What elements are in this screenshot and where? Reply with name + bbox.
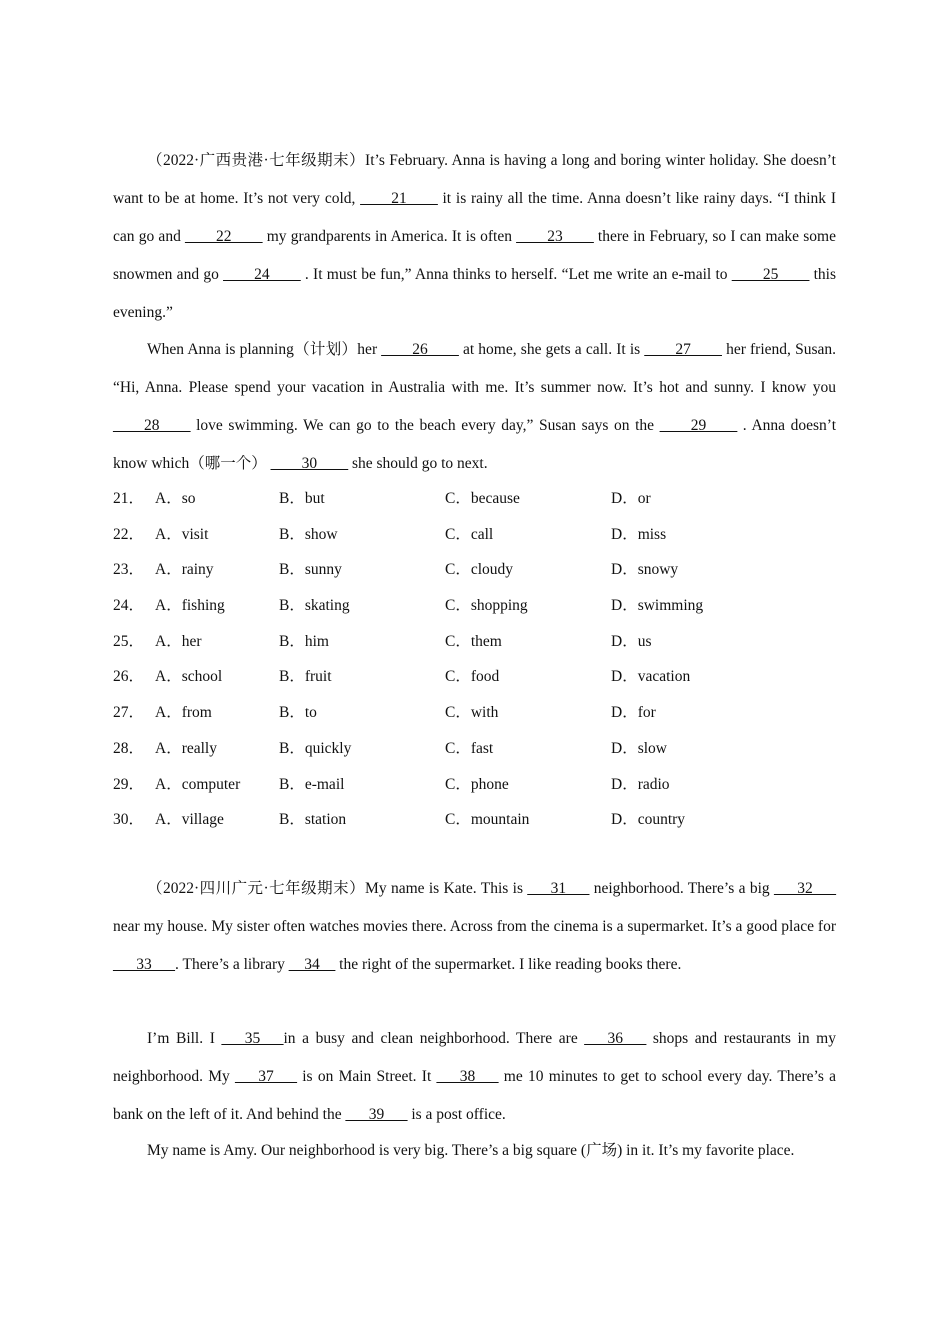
answer-blank: ____21____ xyxy=(360,190,438,207)
passage-text: near my house. My sister often watches movies there. Across from the cinema is a supermarket. It’s a good place for xyxy=(113,918,836,935)
option-c: C．call xyxy=(445,525,494,543)
option-b: B．show xyxy=(279,525,338,543)
passage-text: shops and restaurants in my neighborhood. My xyxy=(113,1030,836,1085)
question-row xyxy=(113,769,836,805)
question-number: 27． xyxy=(113,704,145,722)
answer-blank: ___36___ xyxy=(584,1030,647,1047)
option-c: C．food xyxy=(445,668,500,686)
answer-blank: ____26____ xyxy=(381,341,459,358)
passage-text: . Anna doesn’t know which（哪一个） xyxy=(113,417,836,472)
option-c: C．cloudy xyxy=(445,561,514,579)
option-b: B．skating xyxy=(279,597,350,615)
answer-blank: ___37___ xyxy=(235,1068,297,1085)
option-b: B．but xyxy=(279,490,325,507)
passage2-paragraph2 xyxy=(113,1020,836,1134)
passage-text: the right of the supermarket. I like reading books there. xyxy=(335,956,682,973)
option-c: C．phone xyxy=(445,775,509,793)
answer-blank: ____30____ xyxy=(270,455,349,472)
question-row xyxy=(113,626,836,662)
option-c: C．shopping xyxy=(445,597,528,615)
question-number: 21． xyxy=(113,490,145,507)
option-c: C．with xyxy=(445,704,499,722)
question-number: 24． xyxy=(113,597,145,615)
passage-text: is a post office. xyxy=(407,1106,506,1123)
option-b: B．e-mail xyxy=(279,775,345,793)
passage2-paragraph1 xyxy=(113,870,836,984)
question-row xyxy=(113,661,836,697)
option-c: C．mountain xyxy=(445,811,530,829)
answer-blank: ____23____ xyxy=(516,228,594,245)
answer-blank: ___38___ xyxy=(436,1068,499,1085)
passage-text: is on Main Street. It xyxy=(297,1068,437,1085)
option-d: D．snowy xyxy=(611,561,679,579)
question-number: 30． xyxy=(113,811,145,829)
passage1-paragraph1 xyxy=(113,142,836,332)
passage2-paragraph3 xyxy=(113,1132,836,1170)
option-d: D．swimming xyxy=(611,597,704,615)
option-b: B．quickly xyxy=(279,739,352,757)
option-a: A．rainy xyxy=(155,561,214,579)
option-a: A．from xyxy=(155,704,212,722)
option-c: C．because xyxy=(445,490,520,507)
question-number: 23． xyxy=(113,561,145,579)
option-c: C．them xyxy=(445,632,502,650)
passage-text: My name is Amy. Our neighborhood is very big. There’s a big square (广场) in it. It’s my favorite place. xyxy=(147,1142,795,1159)
answer-blank: ___39___ xyxy=(345,1106,408,1123)
passage-text: it is rainy all the time. Anna doesn’t like rainy days. “I think I can go and xyxy=(113,190,836,245)
passage-text: . There’s a library xyxy=(175,956,289,973)
option-b: B．sunny xyxy=(279,561,342,579)
question-number: 22． xyxy=(113,525,145,543)
option-b: B．station xyxy=(279,811,347,829)
option-a: A．visit xyxy=(155,525,209,543)
passage-text: at home, she gets a call. It is xyxy=(458,341,645,358)
question-row xyxy=(113,519,836,555)
option-a: A．really xyxy=(155,739,217,757)
passage-text: in a busy and clean neighborhood. There are xyxy=(283,1030,585,1047)
answer-blank: ___35___ xyxy=(221,1030,284,1047)
option-d: D．miss xyxy=(611,525,667,543)
question-row xyxy=(113,733,836,769)
option-d: D．us xyxy=(611,632,652,650)
answer-blank: ____22____ xyxy=(185,228,263,245)
answer-blank: ____27____ xyxy=(644,341,722,358)
option-d: D．radio xyxy=(611,775,670,793)
passage-text: love swimming. We can go to the beach every day,” Susan says on the xyxy=(190,417,660,434)
passage-text: I’m Bill. I xyxy=(147,1030,222,1047)
passage-text: her friend, Susan. “Hi, Anna. Please spend your vacation in Australia with me. It’s summer now. It’s hot and sunny. I know you xyxy=(113,341,836,396)
question-number: 29． xyxy=(113,775,145,793)
answer-blank: ___32___ xyxy=(774,880,837,897)
passage-text: she should go to next. xyxy=(348,455,488,472)
question-number: 25． xyxy=(113,632,145,650)
question-number: 26． xyxy=(113,668,145,686)
passage-text: there in February, so I can make some snowmen and go xyxy=(113,228,836,283)
answer-blank: ____24____ xyxy=(223,266,301,283)
option-a: A．her xyxy=(155,632,202,650)
option-b: B．him xyxy=(279,632,329,650)
question-number: 28． xyxy=(113,739,145,757)
answer-blank: ____28____ xyxy=(113,417,191,434)
option-d: D．or xyxy=(611,490,651,507)
passage-text: neighborhood. There’s a big xyxy=(589,880,775,897)
passage-text: . It must be fun,” Anna thinks to herself. “Let me write an e-mail to xyxy=(300,266,732,283)
passage-text: （2022·四川广元·七年级期末）My name is Kate. This is xyxy=(147,880,528,897)
option-b: B．to xyxy=(279,704,317,722)
answer-blank: __34__ xyxy=(288,956,336,973)
option-b: B．fruit xyxy=(279,668,332,686)
option-a: A．so xyxy=(155,490,196,507)
passage-text: me 10 minutes to get to school every day. There’s a bank on the left of it. And behind the xyxy=(113,1068,836,1123)
passage-text: this evening.” xyxy=(113,266,836,321)
option-d: D．country xyxy=(611,811,686,829)
question-row xyxy=(113,483,836,519)
answer-blank: ____25____ xyxy=(731,266,810,283)
passage-text: When Anna is planning（计划）her xyxy=(147,341,382,358)
question-row xyxy=(113,590,836,626)
option-a: A．village xyxy=(155,811,224,829)
options-list xyxy=(113,483,836,840)
option-d: D．for xyxy=(611,704,656,722)
question-row xyxy=(113,697,836,733)
option-d: D．vacation xyxy=(611,668,691,686)
option-c: C．fast xyxy=(445,739,494,757)
question-row xyxy=(113,804,836,840)
passage-text: （2022·广西贵港·七年级期末）It’s February. Anna is having a long and boring winter holiday. She doesn’t want to be at home. It’s not very cold, xyxy=(113,152,836,207)
passage1-paragraph2 xyxy=(113,331,836,483)
option-a: A．computer xyxy=(155,775,241,793)
option-a: A．fishing xyxy=(155,597,225,615)
passage-text: my grandparents in America. It is often xyxy=(262,228,517,245)
option-d: D．slow xyxy=(611,739,667,757)
answer-blank: ____29____ xyxy=(659,417,738,434)
question-row xyxy=(113,554,836,590)
answer-blank: ___31___ xyxy=(527,880,590,897)
option-a: A．school xyxy=(155,668,223,686)
answer-blank: ___33___ xyxy=(113,956,175,973)
